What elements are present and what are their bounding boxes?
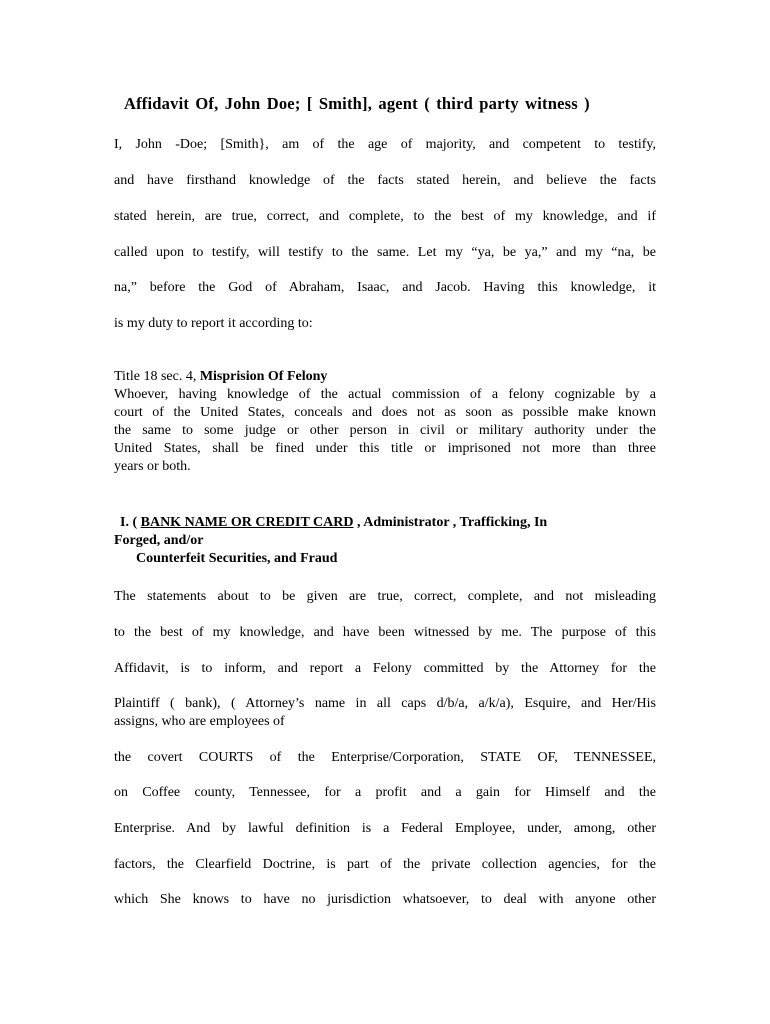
statute-line: years or both.	[114, 459, 191, 474]
paragraph1-line: and have firsthand knowledge of the facts stated herein, and believe the facts	[114, 173, 656, 188]
document-title: Affidavit Of, John Doe; [ Smith], agent ( third party witness )	[124, 94, 590, 113]
paragraph2-line: to the best of my knowledge, and have been witnessed by me. The purpose of this	[114, 625, 656, 640]
paragraph1-line: I, John -Doe; [Smith}, am of the age of majority, and competent to testify,	[114, 137, 656, 152]
section-heading-line3: Counterfeit Securities, and Fraud	[136, 551, 338, 566]
paragraph2-line: assigns, who are employees of	[114, 714, 285, 729]
paragraph2-line: Affidavit, is to inform, and report a Felony committed by the Attorney for the	[114, 661, 656, 676]
section-rest: , Administrator , Trafficking, In	[353, 515, 548, 530]
statute-heading	[114, 368, 327, 386]
paragraph2-line: Plaintiff ( bank), ( Attorney’s name in all caps d/b/a, a/k/a), Esquire, and Her/His	[114, 696, 656, 711]
paragraph1-line: stated herein, are true, correct, and complete, to the best of my knowledge, and if	[114, 209, 656, 224]
section-prefix: I. (	[120, 515, 141, 530]
section-underlined: BANK NAME OR CREDIT CARD	[140, 515, 354, 530]
statute-line: United States, shall be fined under this title or imprisoned not more than three	[114, 441, 656, 456]
paragraph3-line: on Coffee county, Tennessee, for a profit and a gain for Himself and the	[114, 785, 656, 800]
paragraph1-line: na,” before the God of Abraham, Isaac, and Jacob. Having this knowledge, it	[114, 280, 656, 295]
statute-line: the same to some judge or other person in civil or military authority under the	[114, 423, 656, 438]
paragraph3-line: which She knows to have no jurisdiction whatsoever, to deal with anyone other	[114, 892, 656, 907]
statute-line: court of the United States, conceals and does not as soon as possible make known	[114, 405, 656, 420]
statute-line: Whoever, having knowledge of the actual commission of a felony cognizable by a	[114, 387, 656, 402]
paragraph1-line: called upon to testify, will testify to the same. Let my “ya, be ya,” and my “na, be	[114, 245, 656, 260]
paragraph2-line: The statements about to be given are true, correct, complete, and not misleading	[114, 589, 656, 604]
paragraph1-line: is my duty to report it according to:	[114, 316, 313, 331]
section-heading-line1	[120, 514, 547, 532]
paragraph3-line: the covert COURTS of the Enterprise/Corporation, STATE OF, TENNESSEE,	[114, 750, 656, 765]
statute-prefix: Title 18 sec. 4,	[114, 369, 200, 384]
paragraph3-line: factors, the Clearfield Doctrine, is part of the private collection agencies, for the	[114, 857, 656, 872]
statute-name: Misprision Of Felony	[199, 369, 328, 384]
paragraph3-line: Enterprise. And by lawful definition is a Federal Employee, under, among, other	[114, 821, 656, 836]
section-heading-line2: Forged, and/or	[114, 533, 204, 548]
